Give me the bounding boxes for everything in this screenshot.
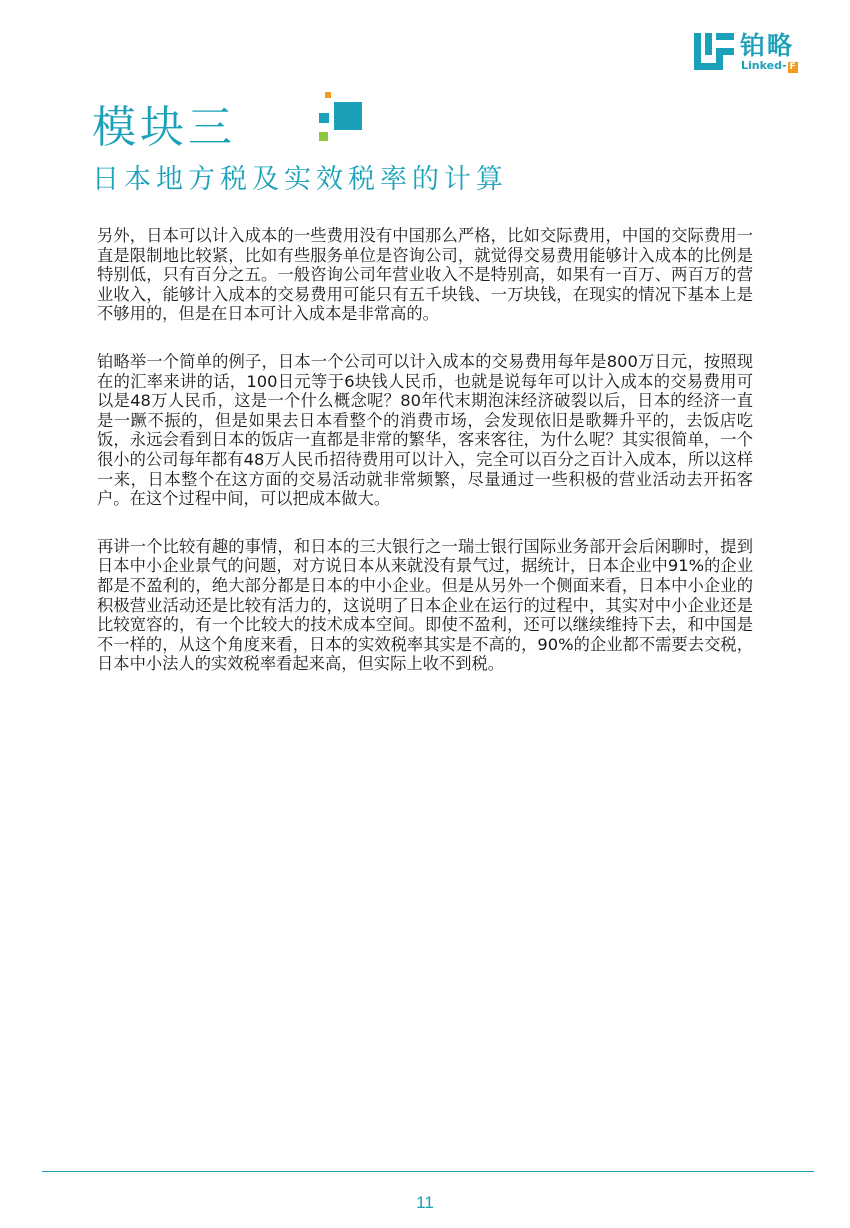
module-subtitle: 日本地方税及实效税率的计算: [92, 164, 508, 195]
page-number: 11: [416, 1193, 434, 1212]
logo-chinese-text: 铂略: [740, 31, 795, 60]
deco-square-teal-large: [334, 102, 362, 130]
paragraph-2: 铂略举一个简单的例子，日本一个公司可以计入成本的交易费用每年是800万日元，按照现在的汇率来讲的话，100日元等于6块钱人民币，也就是说每年可以计入成本的交易费用可以是48万人民币，这是一个什么概念呢？80年代末期泡沫经济破裂以后，日本的经济一直是一蹶不振的，但是如果去日本看整个的消费市场，会发现依旧是歌舞升平的，去饭店吃饭，永远会看到日本的饭店一直都是非常的繁华，客来客往，为什么呢？其实很简单，一个很小的公司每年都有48万人民币招待费用可以计入，完全可以百分之百计入成本，所以这样一来，日本整个在这方面的交易活动就非常频繁，尽量通过一些积极的营业活动去开拓客户。在这个过程中间，可以把成本做大。: [97, 351, 753, 509]
deco-square-green: [319, 132, 328, 141]
logo-english-word: Linked-: [741, 59, 787, 72]
logo-badge: F: [789, 62, 796, 72]
body-content: [97, 226, 753, 702]
logo-mark-icon: [694, 33, 734, 71]
brand-logo: [694, 33, 814, 75]
paragraph-3: 再讲一个比较有趣的事情，和日本的三大银行之一瑞士银行国际业务部开会后闲聊时，提到日本中小企业景气的问题，对方说日本从来就没有景气过，据统计，日本企业中91%的企业都是不盈利的，绝大部分都是日本的中小企业。但是从另外一个侧面来看，日本中小企业的积极营业活动还是比较有活力的，这说明了日本企业在运行的过程中，其实对中小企业还是比较宽容的，有一个比较大的技术成本空间。即使不盈利，还可以继续维持下去，和中国是不一样的，从这个角度来看，日本的实效税率其实是不高的，90%的企业都不需要去交税，日本中小法人的实效税率看起来高，但实际上收不到税。: [97, 536, 753, 674]
module-title: 模块三: [92, 102, 236, 153]
logo-english-text: [741, 59, 798, 73]
footer-divider: [42, 1171, 814, 1172]
paragraph-1: 另外，日本可以计入成本的一些费用没有中国那么严格，比如交际费用，中国的交际费用一直是限制地比较紧，比如有些服务单位是咨询公司，就觉得交易费用能够计入成本的比例是特别低，只有百分之五。一般咨询公司年营业收入不是特别高，如果有一百万、两百万的营业收入，能够计入成本的交易费用可能只有五千块钱、一万块钱，在现实的情况下基本上是不够用的，但是在日本可计入成本是非常高的。: [97, 226, 753, 324]
deco-square-orange: [325, 92, 331, 98]
deco-square-teal-small: [319, 113, 329, 123]
